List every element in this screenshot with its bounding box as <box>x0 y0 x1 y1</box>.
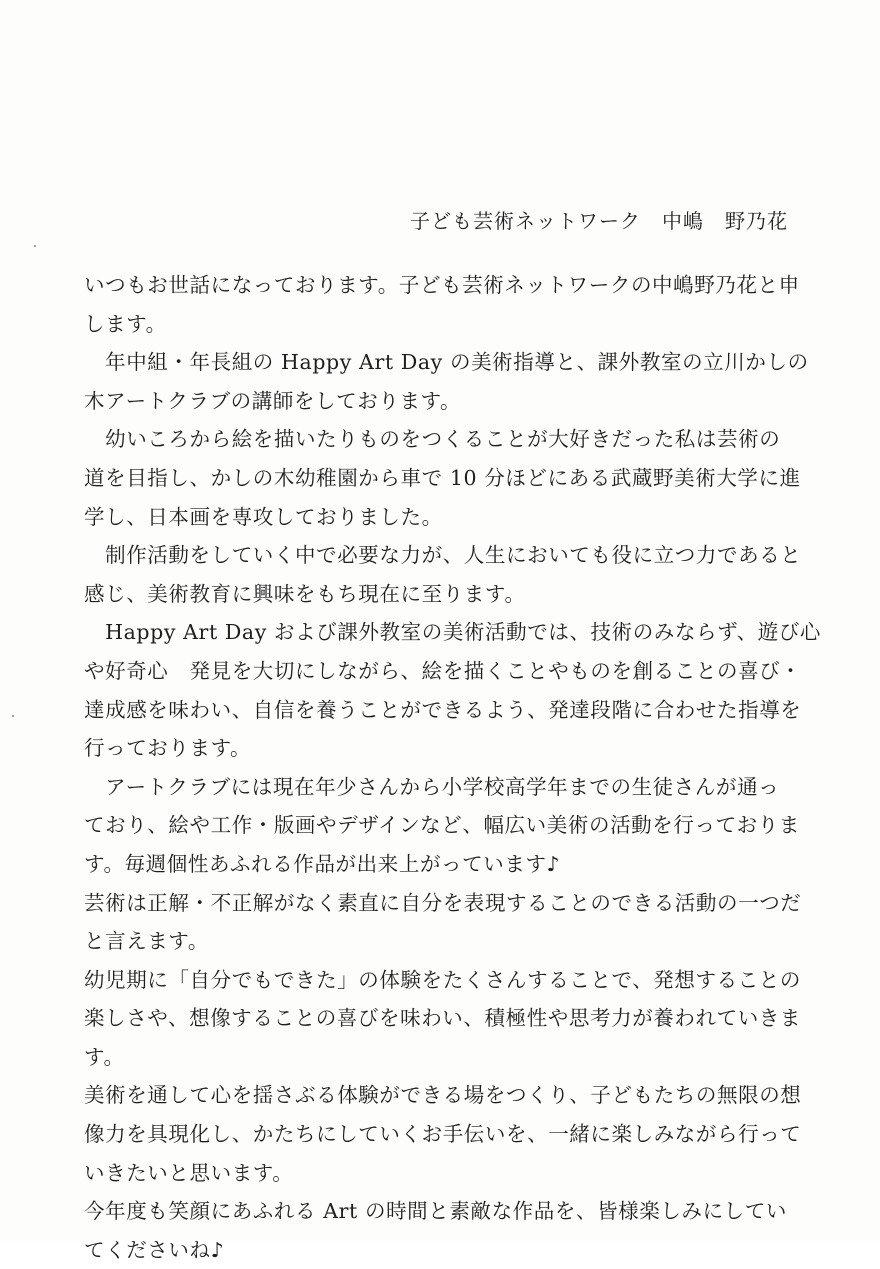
body-line: いきたいと思います。 <box>84 1160 294 1185</box>
body-line: 制作活動をしていく中で必要な力が、人生においても役に立つ力であると <box>84 543 802 568</box>
body-line: 楽しさや、想像することの喜びを味わい、積極性や思考力が養われていきま <box>84 1006 801 1031</box>
body-line: Happy Art Day および課外教室の美術活動では、技術のみならず、遊び心 <box>84 620 822 645</box>
body-line: 幼児期に「自分でもできた」の体験をたくさんすることで、発想することの <box>84 967 801 992</box>
body-line: 感じ、美術教育に興味をもち現在に至ります。 <box>84 581 526 606</box>
body-line: と言えます。 <box>84 929 209 954</box>
body-line: 美術を通して心を揺さぶる体験ができる場をつくり、子どもたちの無限の想 <box>84 1083 802 1108</box>
body-line: 達成感を味わい、自信を養うことができるよう、発達段階に合わせた指導を <box>84 697 802 722</box>
body-line: 行っております。 <box>84 736 252 761</box>
body-line: 像力を具現化し、かたちにしていくお手伝いを、一緒に楽しみながら行って <box>84 1122 802 1147</box>
body-line: 幼いころから絵を描いたりものをつくることが大好きだった私は芸術の <box>84 427 781 452</box>
body-line: 芸術は正解・不正解がなく素直に自分を表現することのできる活動の一つだ <box>84 890 802 915</box>
body-line: アートクラブには現在年少さんから小学校高学年までの生徒さんが通っ <box>84 774 780 799</box>
body-line: す。毎週個性あふれる作品が出来上がっています♪ <box>84 851 561 876</box>
body-line: す。 <box>84 1044 125 1069</box>
body-line: いつもお世話になっております。子ども芸術ネットワークの中嶋野乃花と申 <box>84 273 800 297</box>
body-line: ており、絵や工作・版画やデザインなど、幅広い美術の活動を行っておりま <box>84 813 800 838</box>
author-byline: 子ども芸術ネットワーク 中嶋 野乃花 <box>410 209 788 233</box>
body-line: 年中組・年長組の Happy Art Day の美術指導と、課外教室の立川かしの <box>84 350 809 375</box>
scan-speck <box>12 715 14 717</box>
body-line: 道を目指し、かしの木幼稚園から車で 10 分ほどにある武蔵野美術大学に進 <box>84 465 801 490</box>
body-line: 今年度も笑顔にあふれる Art の時間と素敵な作品を、皆様楽しみにしてい <box>84 1199 787 1224</box>
body-line: 学し、日本画を専攻しておりました。 <box>84 504 443 529</box>
body-line: てくださいね♪ <box>84 1237 225 1262</box>
body-line: や好奇心 発見を大切にしながら、絵を描くことやものを創ることの喜び・ <box>84 658 802 683</box>
body-line: 木アートクラブの講師をしております。 <box>84 388 462 413</box>
scan-speck <box>34 245 36 247</box>
body-line: します。 <box>84 311 167 336</box>
letter-body <box>84 266 822 1269</box>
